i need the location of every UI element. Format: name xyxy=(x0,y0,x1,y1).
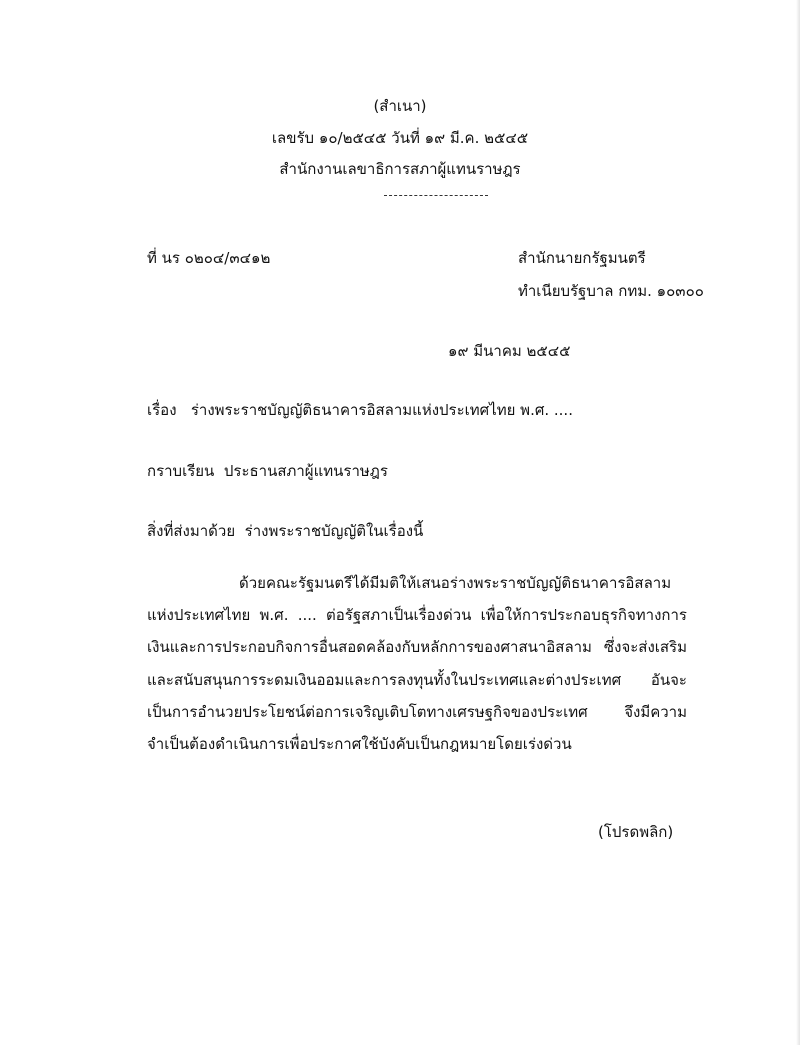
receiving-office: สำนักงานเลขาธิการสภาผู้แทนราษฎร xyxy=(279,160,521,178)
salutation-label: กราบเรียน xyxy=(147,462,215,480)
subject-line xyxy=(147,400,573,420)
letter-date: ๑๙ มีนาคม ๒๕๔๕ xyxy=(448,342,571,360)
salutation-line xyxy=(147,461,388,481)
copy-mark: (สำเนา) xyxy=(373,97,427,115)
sender-address: ทำเนียบรัฐบาล กทม. ๑๐๓๐๐ xyxy=(518,282,704,300)
subject-text: ร่างพระราชบัญญัติธนาคารอิสลามแห่งประเทศไทย พ.ศ. .... xyxy=(190,401,573,419)
body-paragraph: ด้วยคณะรัฐมนตรีได้มีมติให้เสนอร่างพระราชบัญญัติธนาคารอิสลามแห่งประเทศไทย พ.ศ. .... ต่อรัฐสภาเป็นเรื่องด่วน เพื่อให้การประกอบธุรกิจทางการเงินและการประกอบกิจการอื่นสอดคล้องกับหลักการของศาสนาอิสลาม ซึ่งจะส่งเสริมและสนับสนุนการระดมเงินออมและการลงทุนทั้งในประเทศและต่างประเทศ อันจะเป็นการอำนวยประโยชน์ต่อการเจริญเติบโตทางเศรษฐกิจของประเทศ จึงมีความจำเป็นต้องดำเนินการเพื่อประกาศใช้บังคับเป็นกฎหมายโดยเร่งด่วน xyxy=(147,574,687,754)
turn-page-note: (โปรดพลิก) xyxy=(598,823,674,841)
body-paragraph-container xyxy=(147,567,687,760)
header-separator xyxy=(384,195,488,196)
salutation-recipient: ประธานสภาผู้แทนราษฎร xyxy=(223,462,388,480)
sender-office: สำนักนายกรัฐมนตรี xyxy=(518,249,646,267)
enclosure-text: ร่างพระราชบัญญัติในเรื่องนี้ xyxy=(244,522,424,540)
enclosure-line xyxy=(147,521,423,541)
header-separator-text xyxy=(384,186,448,195)
subject-label: เรื่อง xyxy=(147,401,177,419)
scan-edge-shadow xyxy=(796,0,800,1045)
receipt-line: เลขรับ ๑๐/๒๕๔๕ วันที่ ๑๙ มี.ค. ๒๕๔๕ xyxy=(271,129,529,147)
document-number: ที่ นร ๐๒๐๔/๓๔๑๒ xyxy=(147,249,271,267)
enclosure-label: สิ่งที่ส่งมาด้วย xyxy=(147,522,236,540)
